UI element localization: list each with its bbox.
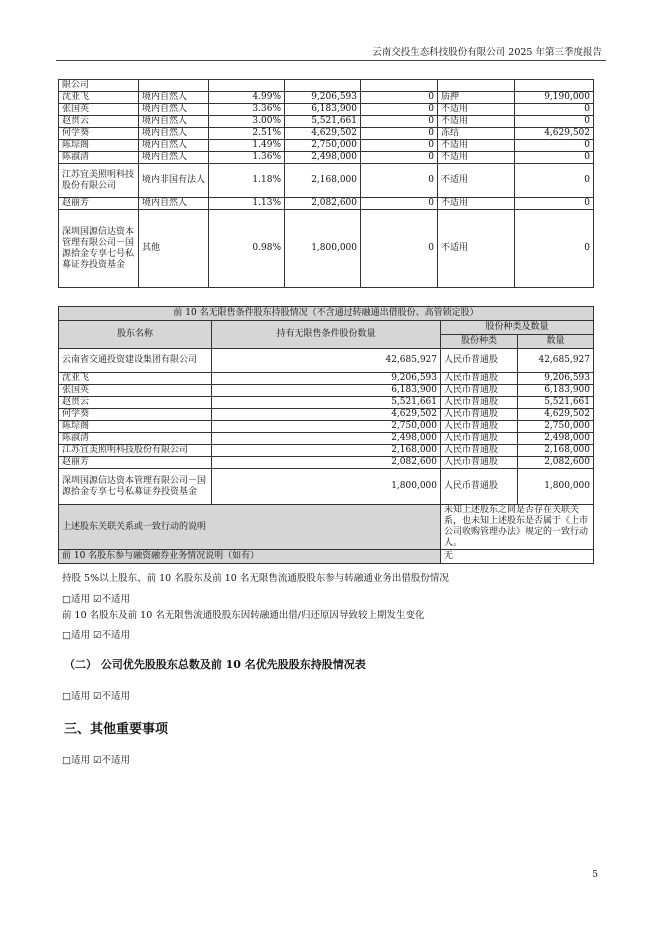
cell-type: 人民币普通股 [441,385,518,397]
other-matters-option: □适用 ☑不适用 [62,755,131,766]
cell-name: 深圳国源信达资本管理有限公司－国源拾金专享七号私募证券投资基金 [59,210,139,288]
cell-name: 陈琮阁 [59,421,212,433]
cell-status: 不适用 [438,104,515,116]
cell-status: 不适用 [438,140,515,152]
cell-pct: 0.98% [209,210,285,288]
cell-count: 2,082,600 [518,457,594,469]
table-row [59,421,594,433]
unrestricted-shareholders-table [58,306,594,564]
cell-qty: 2,750,000 [212,421,441,433]
cell-qty: 0 [515,210,594,288]
cell-pct: 1.36% [209,152,285,164]
cell-shares: 2,750,000 [285,140,361,152]
note-lending-status: 持股 5%以上股东、前 10 名股东及前 10 名无限售流通股股东参与转融通业务出借股份情况 [62,573,449,584]
cell-qty: 0 [515,140,594,152]
cell-nature: 境内自然人 [139,198,209,210]
cell-nature: 境内自然人 [139,152,209,164]
cell-name: 张国英 [59,104,139,116]
col-header-type: 股份种类 [441,335,518,349]
cell-name: 赵丽芳 [59,457,212,469]
cell-name: 陈淑清 [59,433,212,445]
cell-name: 何学葵 [59,409,212,421]
cell-pct [209,80,285,92]
cell-name: 赵贯云 [59,116,139,128]
table-row [59,385,594,397]
cell-status: 不适用 [438,210,515,288]
table-row [59,128,594,140]
table-row [59,469,594,505]
cell-restricted: 0 [361,164,438,198]
preferred-shares-option: □适用 ☑不适用 [62,691,131,702]
cell-qty: 4,629,502 [212,409,441,421]
table-row [59,433,594,445]
cell-status: 不适用 [438,116,515,128]
cell-restricted: 0 [361,140,438,152]
cell-restricted: 0 [361,152,438,164]
cell-type: 人民币普通股 [441,445,518,457]
table-row [59,409,594,421]
cell-nature: 境内自然人 [139,140,209,152]
cell-pct: 3.00% [209,116,285,128]
cell-pct: 2.51% [209,128,285,140]
cell-name: 何学葵 [59,128,139,140]
cell-qty: 9,190,000 [515,92,594,104]
cell-nature: 境内自然人 [139,92,209,104]
page-number: 5 [592,870,598,880]
cell-name: 张国英 [59,385,212,397]
cell-status: 质押 [438,92,515,104]
cell-pct: 3.36% [209,104,285,116]
cell-count: 6,183,900 [518,385,594,397]
cell-type: 人民币普通股 [441,433,518,445]
cell-type: 人民币普通股 [441,349,518,373]
table-row [59,104,594,116]
cell-restricted: 0 [361,92,438,104]
cell-name: 陈淑清 [59,152,139,164]
cell-count: 4,629,502 [518,409,594,421]
cell-type: 人民币普通股 [441,397,518,409]
table-row [59,164,594,198]
cell-status: 不适用 [438,198,515,210]
table-row [59,349,594,373]
cell-count: 5,521,661 [518,397,594,409]
table-row [59,210,594,288]
table-row [59,116,594,128]
cell-nature: 境内自然人 [139,104,209,116]
cell-name: 限公司 [59,80,139,92]
cell-count: 2,498,000 [518,433,594,445]
table-row [59,373,594,385]
cell-restricted: 0 [361,116,438,128]
cell-shares: 4,629,502 [285,128,361,140]
cell-shares: 6,183,900 [285,104,361,116]
cell-qty: 4,629,502 [515,128,594,140]
cell-pct: 4.99% [209,92,285,104]
cell-qty: 5,521,661 [212,397,441,409]
col-header-qty: 持有无限售条件股份数量 [212,321,441,349]
cell-nature: 境内非国有法人 [139,164,209,198]
cell-shares: 2,168,000 [285,164,361,198]
table-row [59,152,594,164]
cell-shares: 2,498,000 [285,152,361,164]
note-lending-status-option: □适用 ☑不适用 [62,594,131,605]
cell-qty [515,80,594,92]
cell-name: 赵贯云 [59,397,212,409]
cell-restricted: 0 [361,198,438,210]
cell-name: 陈琮阁 [59,140,139,152]
cell-type: 人民币普通股 [441,457,518,469]
top10-table-body [59,80,594,288]
cell-name: 江苏宜美照明科技股份有限公司 [59,445,212,457]
cell-qty: 0 [515,116,594,128]
col-header-type-group: 股份种类及数量 [441,321,594,335]
cell-status: 不适用 [438,164,515,198]
cell-nature [139,80,209,92]
note-lending-change: 前 10 名股东及前 10 名无限售流通股股东因转融通出借/归还原因导致较上期发生变化 [62,610,425,621]
cell-qty: 0 [515,164,594,198]
cell-name: 云南省交通投资建设集团有限公司 [59,349,212,373]
cell-status: 冻结 [438,128,515,140]
cell-count: 2,750,000 [518,421,594,433]
cell-restricted: 0 [361,210,438,288]
cell-shares: 5,521,661 [285,116,361,128]
cell-qty: 0 [515,198,594,210]
cell-restricted [361,80,438,92]
cell-qty: 2,082,600 [212,457,441,469]
cell-count: 1,800,000 [518,469,594,505]
cell-qty: 2,168,000 [212,445,441,457]
cell-name: 沈亚飞 [59,92,139,104]
cell-qty: 6,183,900 [212,385,441,397]
table-row [59,397,594,409]
cell-qty: 2,498,000 [212,433,441,445]
cell-restricted: 0 [361,104,438,116]
cell-status [438,80,515,92]
unrestricted-table-title: 前 10 名无限售条件股东持股情况（不含通过转融通出借股份、高管锁定股） [59,307,594,321]
cell-pct: 1.13% [209,198,285,210]
cell-count: 2,168,000 [518,445,594,457]
col-header-count: 数量 [518,335,594,349]
table-row [59,445,594,457]
cell-shares: 1,800,000 [285,210,361,288]
cell-shares [285,80,361,92]
cell-pct: 1.18% [209,164,285,198]
cell-nature: 其他 [139,210,209,288]
preferred-shares-heading: （二） 公司优先股股东总数及前 10 名优先股股东持股情况表 [64,658,366,671]
cell-type: 人民币普通股 [441,421,518,433]
cell-count: 9,206,593 [518,373,594,385]
header-divider [56,60,606,61]
cell-nature: 境内自然人 [139,128,209,140]
other-matters-heading: 三、其他重要事项 [64,722,169,737]
cell-qty: 0 [515,104,594,116]
table-row [59,457,594,469]
table-row [59,80,594,92]
col-header-name: 股东名称 [59,321,212,349]
cell-type: 人民币普通股 [441,469,518,505]
cell-name: 沈亚飞 [59,373,212,385]
cell-restricted: 0 [361,128,438,140]
cell-qty: 0 [515,152,594,164]
relation-label: 上述股东关联关系或一致行动的说明 [59,505,441,550]
margin-text: 无 [441,550,594,564]
cell-name: 深圳国源信达资本管理有限公司－国源拾金专享七号私募证券投资基金 [59,469,212,505]
table-row [59,198,594,210]
cell-pct: 1.49% [209,140,285,152]
cell-type: 人民币普通股 [441,409,518,421]
cell-status: 不适用 [438,152,515,164]
unrestricted-table-body [59,307,594,505]
unrestricted-table-footer [59,505,594,564]
cell-name: 赵丽芳 [59,198,139,210]
cell-qty: 1,800,000 [212,469,441,505]
cell-shares: 2,082,600 [285,198,361,210]
cell-count: 42,685,927 [518,349,594,373]
margin-label: 前 10 名股东参与融资融券业务情况说明（如有） [59,550,441,564]
table-row [59,140,594,152]
cell-nature: 境内自然人 [139,116,209,128]
relation-text: 未知上述股东之间是否存在关联关系，也未知上述股东是否属于《上市公司收购管理办法》规定的一致行动人。 [441,505,594,550]
top10-shareholders-table [58,79,594,288]
cell-qty: 42,685,927 [212,349,441,373]
cell-type: 人民币普通股 [441,373,518,385]
note-lending-change-option: □适用 ☑不适用 [62,630,131,641]
page-header-title: 云南交投生态科技股份有限公司 2025 年第三季度报告 [372,47,602,58]
cell-qty: 9,206,593 [212,373,441,385]
cell-shares: 9,206,593 [285,92,361,104]
cell-name: 江苏宜美照明科技股份有限公司 [59,164,139,198]
table-row [59,92,594,104]
